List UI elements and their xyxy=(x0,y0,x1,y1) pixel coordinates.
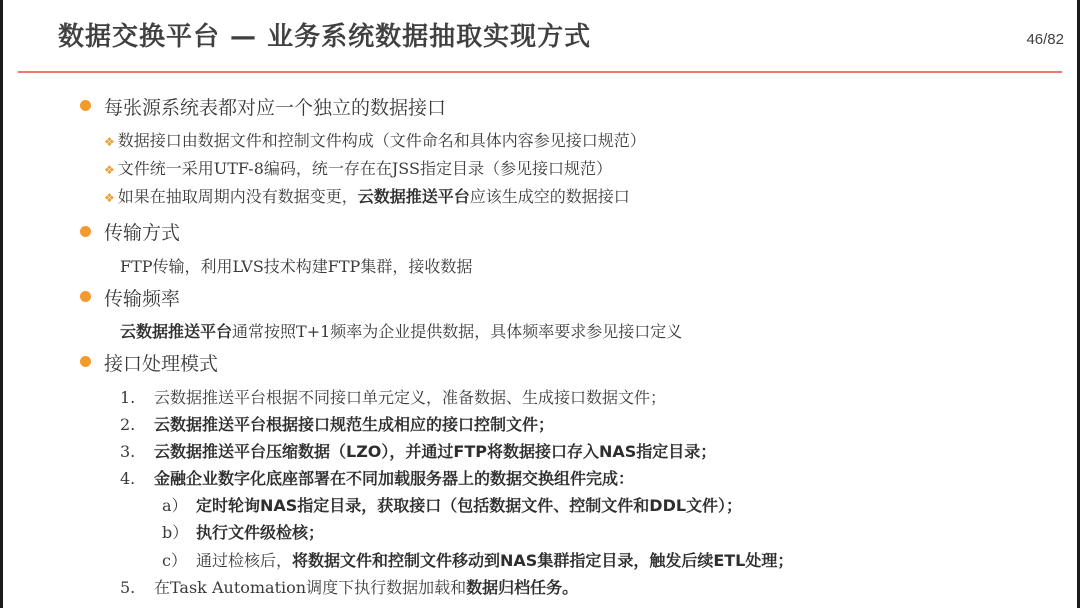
section-heading-frequency: 传输频率 xyxy=(104,288,181,310)
section-heading-interface: 每张源系统表都对应一个独立的数据接口 xyxy=(104,97,447,119)
section-body-transfer: FTP传输，利用LVS技术构建FTP集群，接收数据 xyxy=(120,257,473,276)
step-item: 4. 金融企业数字化底座部署在不同加载服务器上的数据交换组件完成： xyxy=(120,469,635,488)
bullet-icon xyxy=(80,100,91,111)
list-item: ❖ 如果在抽取周期内没有数据变更，云数据推送平台应该生成空的数据接口 xyxy=(104,187,630,206)
list-item: ❖ 文件统一采用UTF-8编码，统一存在在JSS指定目录（参见接口规范） xyxy=(104,159,612,178)
section-heading-processing: 接口处理模式 xyxy=(104,353,219,375)
page-number: 46/82 xyxy=(1026,31,1064,48)
step-item: 3. 云数据推送平台压缩数据（LZO），并通过FTP将数据接口存入NAS指定目录； xyxy=(120,442,717,461)
step-item: 1. 云数据推送平台根据不同接口单元定义，准备数据、生成接口数据文件； xyxy=(120,388,667,407)
bullet-icon xyxy=(80,356,91,367)
sub-step-item: b） 执行文件级检核； xyxy=(162,523,325,542)
section-body-frequency: 云数据推送平台通常按照T+1频率为企业提供数据，具体频率要求参见接口定义 xyxy=(120,322,683,341)
slide-title: 数据交换平台 — 业务系统数据抽取实现方式 xyxy=(58,22,592,52)
diamond-bullet-icon: ❖ xyxy=(104,163,115,177)
sub-step-item: a） 定时轮询NAS指定目录，获取接口（包括数据文件、控制文件和DDL文件）； xyxy=(162,496,743,515)
section-heading-transfer: 传输方式 xyxy=(104,222,181,244)
diamond-bullet-icon: ❖ xyxy=(104,135,115,149)
list-item: ❖ 数据接口由数据文件和控制文件构成（文件命名和具体内容参见接口规范） xyxy=(104,131,646,150)
bullet-icon xyxy=(80,291,91,302)
diamond-bullet-icon: ❖ xyxy=(104,191,115,205)
sub-step-item: c） 通过检核后，将数据文件和控制文件移动到NAS集群指定目录，触发后续ETL处理； xyxy=(162,551,794,570)
step-item: 2. 云数据推送平台根据接口规范生成相应的接口控制文件； xyxy=(120,415,555,434)
title-divider xyxy=(18,71,1062,73)
bullet-icon xyxy=(80,226,91,237)
step-item: 5. 在Task Automation调度下执行数据加载和数据归档任务。 xyxy=(120,578,579,597)
